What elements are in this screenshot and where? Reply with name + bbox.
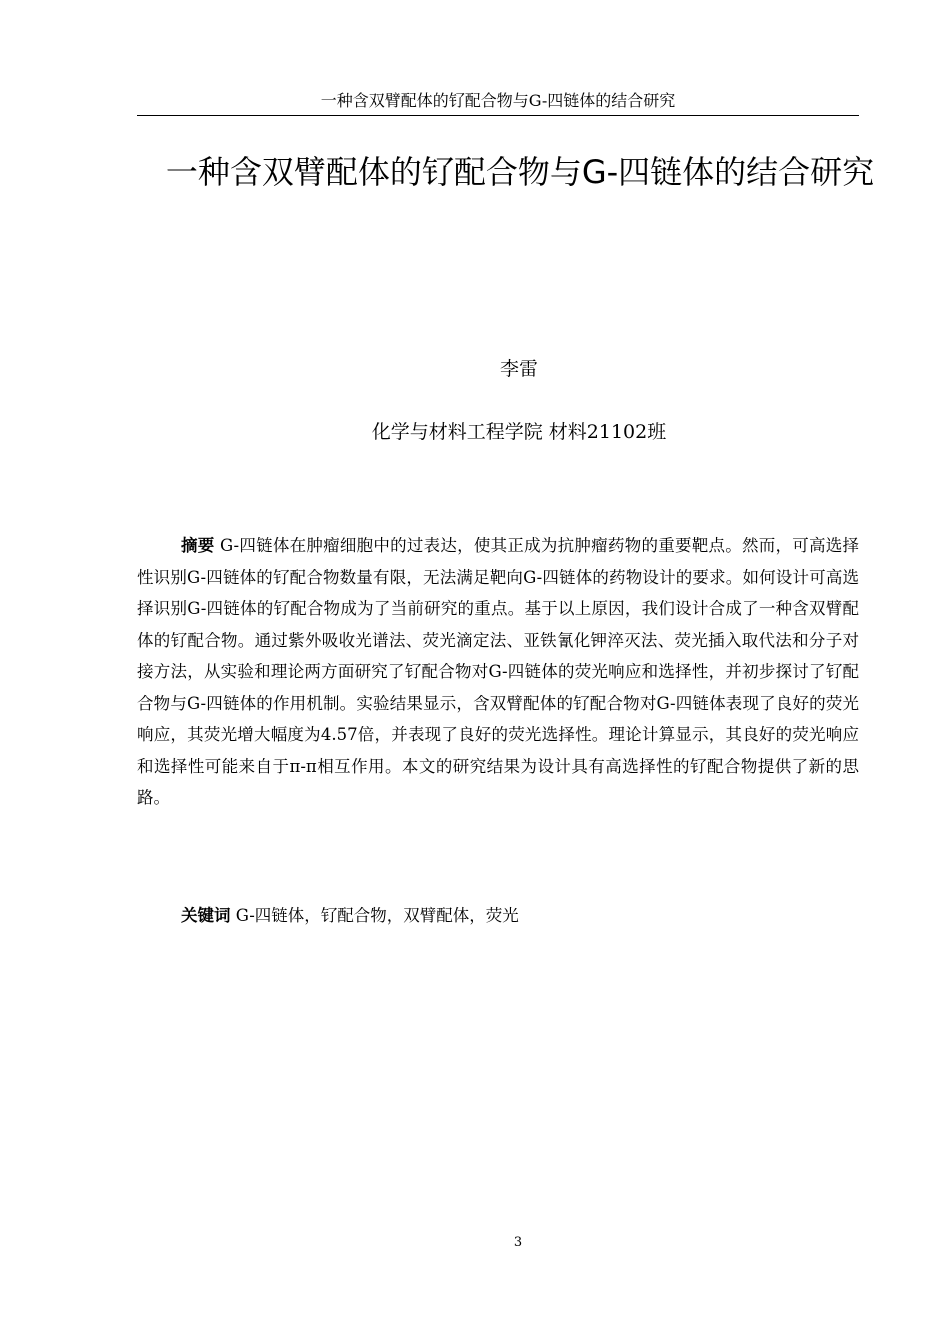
running-header: 一种含双臂配体的钌配合物与G-四链体的结合研究 — [320, 91, 676, 110]
paper-title: 一种含双臂配体的钌配合物与G-四链体的结合研究 — [165, 153, 875, 191]
author-name: 李雷 — [499, 358, 538, 380]
author-affiliation: 化学与材料工程学院 材料21102班 — [371, 421, 667, 443]
keywords-text: G-四链体，钌配合物，双臂配体，荧光 — [230, 906, 519, 925]
keywords-paragraph — [137, 902, 859, 930]
page-number: 3 — [513, 1235, 523, 1250]
abstract-label: 摘要 — [181, 536, 215, 555]
keywords-label: 关键词 — [181, 906, 231, 925]
abstract-paragraph — [137, 530, 859, 814]
abstract-text: G-四链体在肿瘤细胞中的过表达，使其正成为抗肿瘤药物的重要靶点。然而，可高选择性识别G-四链体的钌配合物数量有限，无法满足靶向G-四链体的药物设计的要求。如何设计可高选择识别G-四链体的钌配合物成为了当前研究的重点。基于以上原因，我们设计合成了一种含双臂配体的钌配合物。通过紫外吸收光谱法、荧光滴定法、亚铁氰化钾淬灭法、荧光插入取代法和分子对接方法，从实验和理论两方面研究了钌配合物对G-四链体的荧光响应和选择性，并初步探讨了钌配合物与G-四链体的作用机制。实验结果显示，含双臂配体的钌配合物对G-四链体表现了良好的荧光响应，其荧光增大幅度为4.57倍，并表现了良好的荧光选择性。理论计算显示，其良好的荧光响应和选择性可能来自于π-π相互作用。本文的研究结果为设计具有高选择性的钌配合物提供了新的思路。 — [137, 536, 860, 807]
header-divider — [137, 115, 859, 116]
